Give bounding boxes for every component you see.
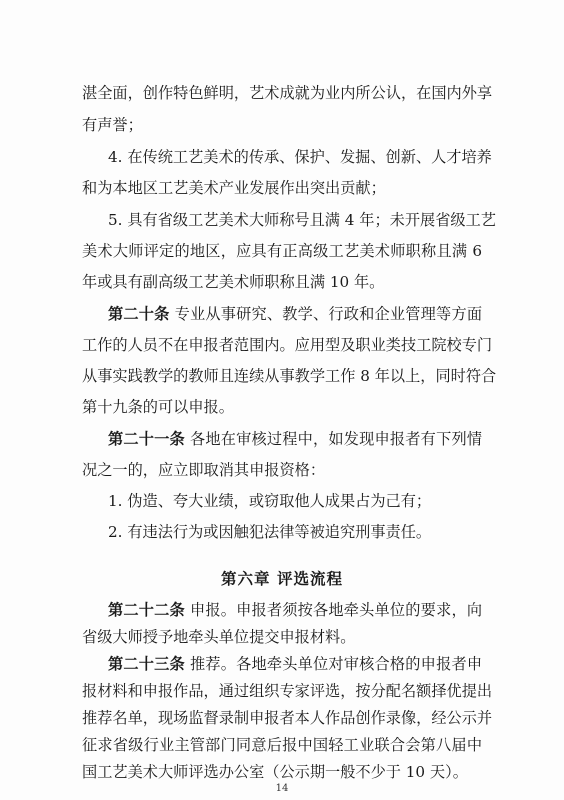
article-title: 第二十条 [108,305,170,323]
text-line: 5. 具有省级工艺美术大师称号且满 4 年；未开展省级工艺 [108,211,496,229]
text-line: 国工艺美术大师评选办公室（公示期一般不少于 10 天）。 [82,763,468,781]
text-line: 况之一的，应立即取消其申报资格： [82,461,325,479]
text-line: 和为本地区工艺美术产业发展作出突出贡献； [82,179,386,197]
page-number: 14 [275,783,289,794]
text-line: 省级大师授予地牵头单位提交申报材料。 [82,628,356,646]
text-line: 4. 在传统工艺美术的传承、保护、发掘、创新、人才培养 [108,148,492,166]
text-line: 有声誉； [82,116,143,134]
text-line: 工作的人员不在申报者范围内。应用型及职业类技工院校专门 [82,336,493,354]
chapter-heading: 第六章 评选流程 [221,569,343,588]
article-21: 第二十一条 各地在审核过程中，如发现申报者有下列情 [108,430,483,448]
text-line: 1. 伪造、夸大业绩，或窃取他人成果占为己有； [108,492,432,510]
article-title: 第二十三条 [108,655,185,673]
text-line: 从事实践教学的教师且连续从事教学工作 8 年以上，同时符合 [82,367,497,385]
text-line: 报材料和申报作品，通过组织专家评选，按分配名额择优提出 [82,682,493,700]
text-line: 年或具有副高级工艺美术师职称且满 10 年。 [82,273,385,291]
article-title: 第二十二条 [108,601,185,619]
article-20: 第二十条 专业从事研究、教学、行政和企业管理等方面 [108,305,483,323]
text-line: 第十九条的可以申报。 [82,398,234,416]
article-23: 第二十三条 推荐。各地牵头单位对审核合格的申报者申 [108,655,483,673]
article-22: 第二十二条 申报。申报者须按各地牵头单位的要求，向 [108,601,483,619]
text-line: 湛全面，创作特色鲜明，艺术成就为业内所公认，在国内外享 [82,84,493,102]
article-title: 第二十一条 [108,430,185,448]
text-line: 推荐名单，现场监督录制申报者本人作品创作录像，经公示并 [82,709,493,727]
text-line: 征求省级行业主管部门同意后报中国轻工业联合会第八届中 [82,736,482,754]
text-line: 2. 有违法行为或因触犯法律等被追究刑事责任。 [108,523,432,541]
text-line: 美术大师评定的地区，应具有正高级工艺美术师职称且满 6 [82,242,482,260]
